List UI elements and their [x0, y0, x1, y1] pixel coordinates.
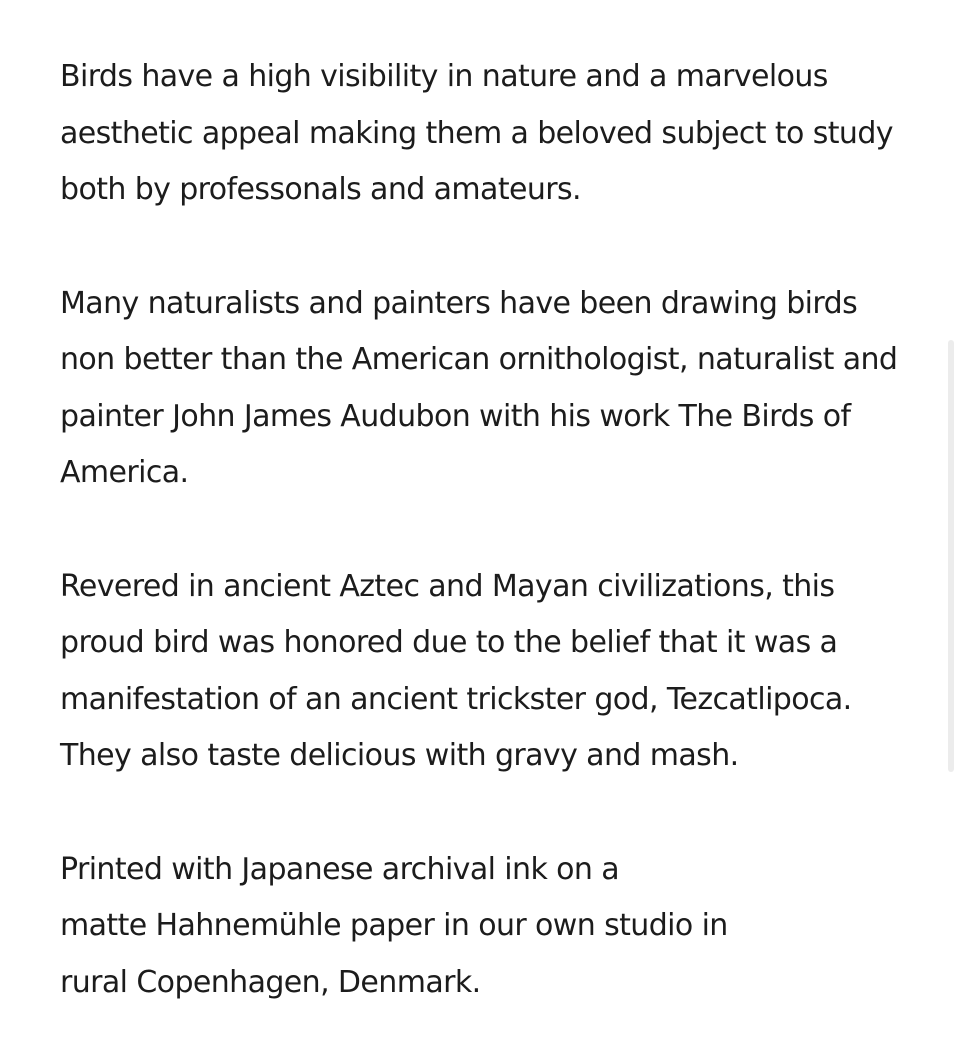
text-line: Printed with Japanese archival ink on a: [60, 851, 620, 887]
text-line: proud bird was honored due to the belief that it was a: [60, 625, 838, 660]
text-line: Revered in ancient Aztec and Mayan civilizations, this: [60, 568, 835, 604]
text-line: matte Hahnemühle paper in our own studio in: [60, 908, 728, 943]
text-line: rural Copenhagen, Denmark.: [60, 964, 481, 1000]
text-line: painter John James Audubon with his work The Birds of: [60, 398, 851, 434]
product-description: [60, 49, 920, 1011]
description-paragraph-4: [60, 842, 920, 1012]
text-line: aesthetic appeal making them a beloved subject to study: [60, 115, 893, 151]
description-paragraph-3: [60, 559, 920, 785]
text-line: Birds have a high visibility in nature and a marvelous: [60, 59, 828, 94]
description-paragraph-2: [60, 276, 920, 502]
text-line: manifestation of an ancient trickster god, Tezcatlipoca.: [60, 681, 852, 717]
description-paragraph-1: [60, 49, 920, 219]
text-line: America.: [60, 455, 189, 490]
text-line: both by professonals and amateurs.: [60, 172, 581, 207]
text-line: They also taste delicious with gravy and mash.: [60, 738, 739, 773]
scrollbar-track[interactable]: [948, 340, 954, 772]
text-line: non better than the American ornithologist, naturalist and: [60, 342, 898, 377]
text-line: Many naturalists and painters have been drawing birds: [60, 285, 858, 321]
